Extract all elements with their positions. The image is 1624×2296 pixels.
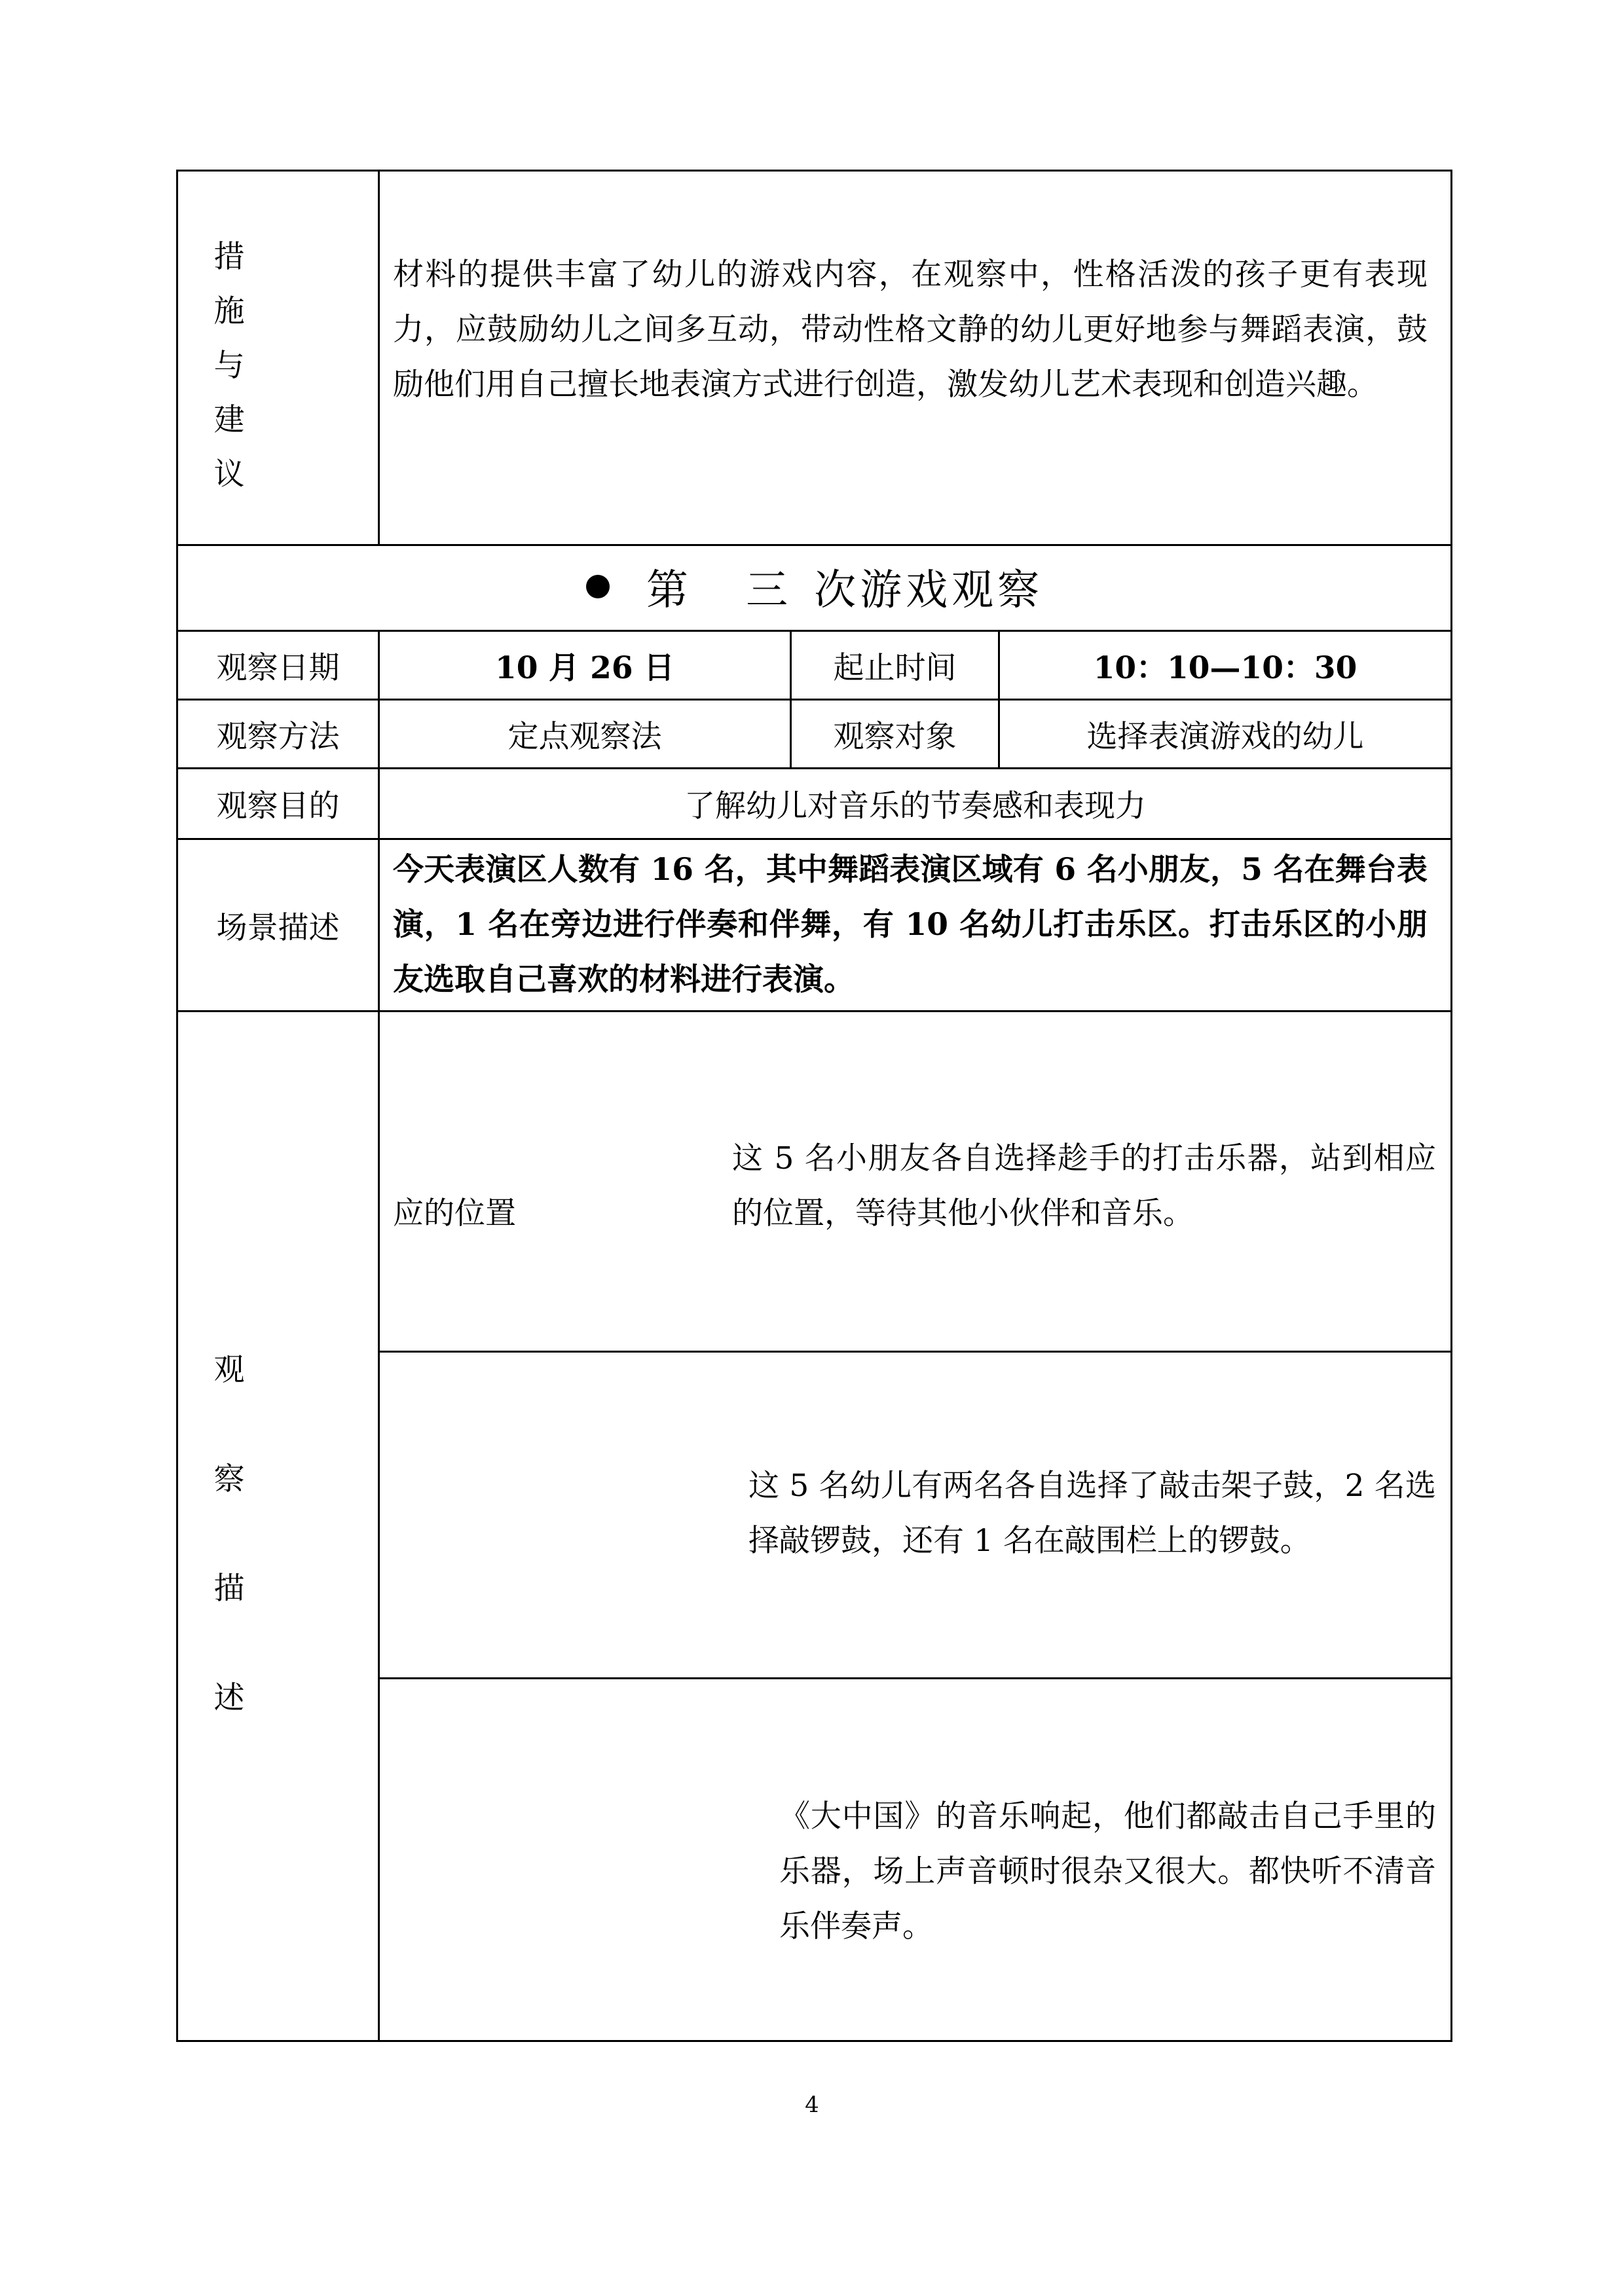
section-title: [177, 545, 1452, 629]
page-number: 4: [805, 2092, 819, 2118]
filled-circle-icon: [586, 575, 610, 598]
time-label: 起止时间: [833, 649, 957, 686]
section-title-text: 次游戏观察: [814, 566, 1044, 615]
description-label-char: 观: [213, 1352, 245, 1388]
description-sub2-text: 这 5 名幼儿有两名各自选择了敲击架子鼓，2 名选择敲锣鼓，还有 1 名在敲围栏上的锣鼓。: [748, 1468, 1436, 1559]
row-divider: [378, 1351, 1452, 1353]
measures-label-char: 措: [213, 239, 245, 275]
purpose-value: 了解幼儿对音乐的节奏感和表现力: [684, 788, 1146, 824]
scene-text: 今天表演区人数有 16 名，其中舞蹈表演区域有 6 名小朋友，5 名在舞台表演，1 名在旁边进行伴奏和伴舞，有 10 名幼儿打击乐区。打击乐区的小朋友选取自己喜欢的材料进行表演。: [393, 852, 1428, 998]
row-divider: [378, 1677, 1452, 1679]
description-sub1-text: 这 5 名小朋友各自选择趁手的打击乐器，站到相应的位置，等待其他小伙伴和音乐。: [732, 1140, 1436, 1231]
description-sub3-text: 《大中国》的音乐响起，他们都敲击自己手里的乐器，场上声音顿时很杂又很大。都快听不清音乐伴奏声。: [779, 1798, 1436, 1944]
label-column-divider: [378, 630, 380, 2042]
time-value: 10：10—10：30: [1093, 649, 1357, 686]
description-sub1-left: 应的位置: [393, 1195, 516, 1231]
description-label-char: 述: [213, 1680, 245, 1716]
method-label: 观察方法: [216, 718, 340, 755]
measures-label-char: 与: [213, 348, 245, 384]
target-label: 观察对象: [833, 718, 957, 755]
description-label-char: 描: [213, 1571, 245, 1607]
measures-text: 材料的提供丰富了幼儿的游戏内容，在观察中，性格活泼的孩子更有表现力，应鼓励幼儿之间多互动，带动性格文静的幼儿更好地参与舞蹈表演，鼓励他们用自己擅长地表演方式进行创造，激发幼儿艺术表现和创造兴趣。: [393, 257, 1428, 403]
table-border-right: [1450, 170, 1452, 2042]
date-label: 观察日期: [216, 649, 340, 686]
table-border-top: [176, 170, 1452, 172]
purpose-label: 观察目的: [216, 788, 340, 824]
method-value: 定点观察法: [507, 718, 662, 755]
table-border-bottom: [176, 2040, 1452, 2042]
row-divider: [176, 1010, 1452, 1012]
label-column-divider: [378, 170, 380, 544]
description-label-char: 察: [213, 1461, 245, 1497]
measures-label-char: 施: [213, 293, 245, 329]
measures-label-char: 建: [213, 402, 245, 438]
section-title-ordinal: 第 三: [646, 566, 811, 615]
scene-label: 场景描述: [216, 909, 340, 946]
date-value: 10 月 26 日: [495, 649, 674, 686]
target-value: 选择表演游戏的幼儿: [1086, 718, 1364, 755]
measures-label-char: 议: [213, 456, 245, 492]
